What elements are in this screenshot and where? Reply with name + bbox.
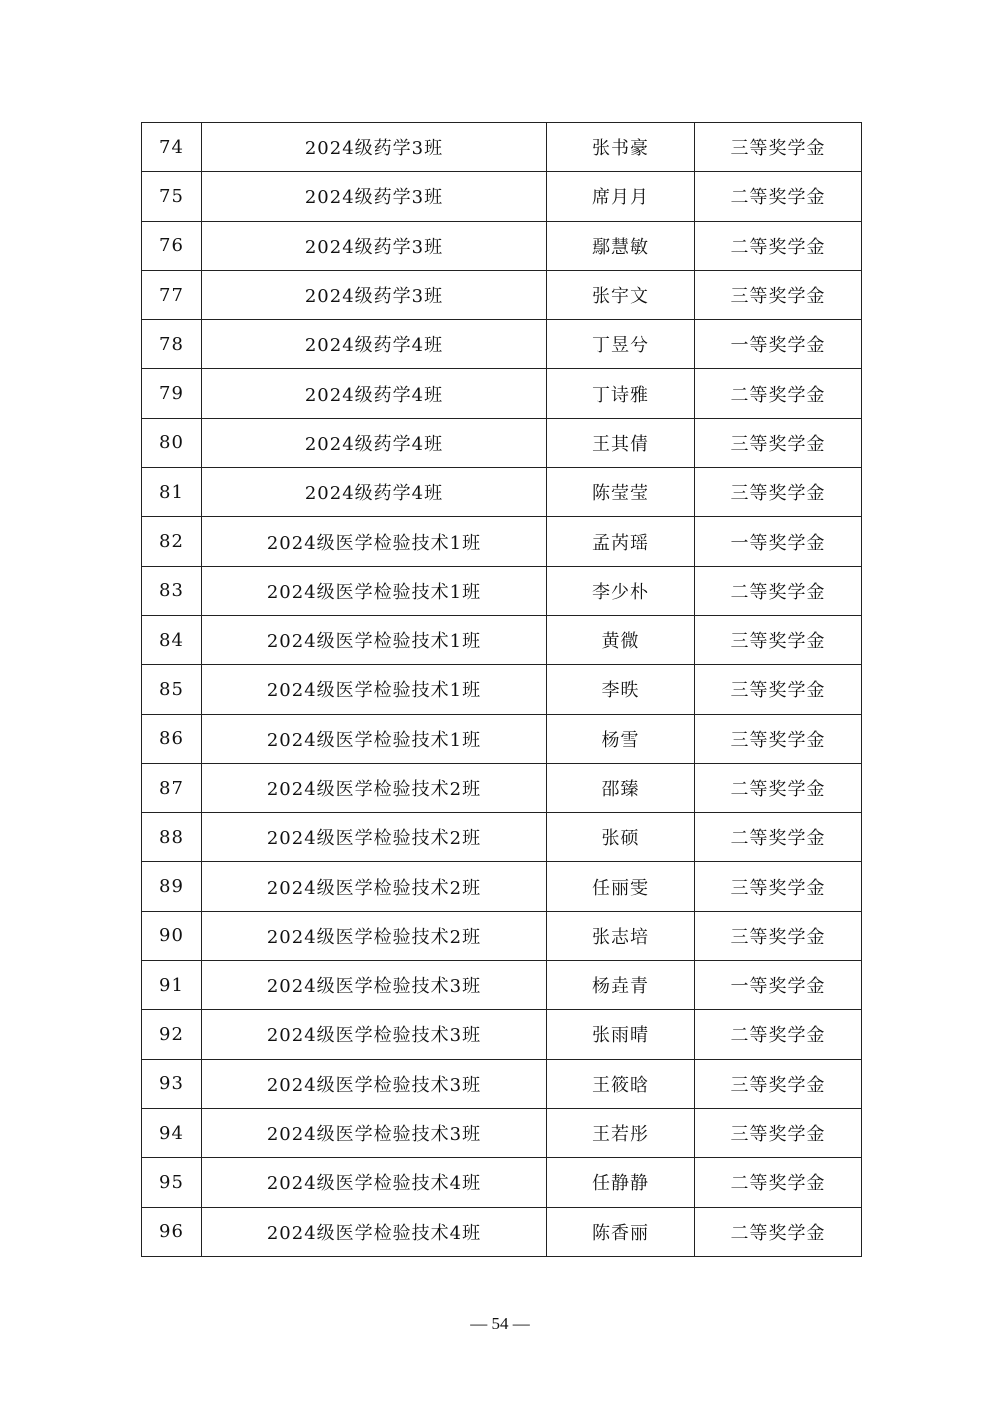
scholarship-table-body xyxy=(142,123,862,1257)
class-name-cell: 2024级药学4班 xyxy=(202,320,547,369)
row-number-cell: 87 xyxy=(142,763,202,812)
table-row xyxy=(142,911,862,960)
student-name-cell: 李昳 xyxy=(547,665,695,714)
class-name-cell: 2024级医学检验技术3班 xyxy=(202,1010,547,1059)
table-row xyxy=(142,468,862,517)
row-number-cell: 75 xyxy=(142,172,202,221)
scholarship-table xyxy=(141,122,862,1257)
student-name-cell: 张宇文 xyxy=(547,270,695,319)
table-row xyxy=(142,714,862,763)
table-row xyxy=(142,763,862,812)
class-name-cell: 2024级医学检验技术2班 xyxy=(202,911,547,960)
student-name-cell: 任丽雯 xyxy=(547,862,695,911)
student-name-cell: 陈莹莹 xyxy=(547,468,695,517)
page-number: — 54 — xyxy=(470,1314,530,1333)
student-name-cell: 杨垚青 xyxy=(547,961,695,1010)
award-level-cell: 一等奖学金 xyxy=(695,517,862,566)
award-level-cell: 二等奖学金 xyxy=(695,566,862,615)
award-level-cell: 三等奖学金 xyxy=(695,123,862,172)
row-number-cell: 92 xyxy=(142,1010,202,1059)
table-row xyxy=(142,418,862,467)
row-number-cell: 90 xyxy=(142,911,202,960)
award-level-cell: 三等奖学金 xyxy=(695,1059,862,1108)
award-level-cell: 一等奖学金 xyxy=(695,320,862,369)
student-name-cell: 王若彤 xyxy=(547,1108,695,1157)
student-name-cell: 张雨晴 xyxy=(547,1010,695,1059)
row-number-cell: 96 xyxy=(142,1207,202,1256)
class-name-cell: 2024级医学检验技术3班 xyxy=(202,1059,547,1108)
row-number-cell: 86 xyxy=(142,714,202,763)
class-name-cell: 2024级药学3班 xyxy=(202,221,547,270)
award-level-cell: 二等奖学金 xyxy=(695,172,862,221)
table-row xyxy=(142,862,862,911)
student-name-cell: 邵臻 xyxy=(547,763,695,812)
class-name-cell: 2024级药学3班 xyxy=(202,172,547,221)
table-row xyxy=(142,369,862,418)
table-row xyxy=(142,1207,862,1256)
table-row xyxy=(142,1158,862,1207)
class-name-cell: 2024级药学3班 xyxy=(202,123,547,172)
row-number-cell: 93 xyxy=(142,1059,202,1108)
row-number-cell: 81 xyxy=(142,468,202,517)
row-number-cell: 83 xyxy=(142,566,202,615)
row-number-cell: 76 xyxy=(142,221,202,270)
student-name-cell: 杨雪 xyxy=(547,714,695,763)
row-number-cell: 78 xyxy=(142,320,202,369)
student-name-cell: 张志培 xyxy=(547,911,695,960)
row-number-cell: 79 xyxy=(142,369,202,418)
table-row xyxy=(142,320,862,369)
award-level-cell: 二等奖学金 xyxy=(695,369,862,418)
class-name-cell: 2024级药学4班 xyxy=(202,418,547,467)
award-level-cell: 三等奖学金 xyxy=(695,714,862,763)
class-name-cell: 2024级医学检验技术2班 xyxy=(202,763,547,812)
student-name-cell: 李少朴 xyxy=(547,566,695,615)
class-name-cell: 2024级医学检验技术1班 xyxy=(202,665,547,714)
row-number-cell: 77 xyxy=(142,270,202,319)
student-name-cell: 丁昱兮 xyxy=(547,320,695,369)
table-row xyxy=(142,665,862,714)
class-name-cell: 2024级药学4班 xyxy=(202,468,547,517)
row-number-cell: 84 xyxy=(142,615,202,664)
class-name-cell: 2024级药学3班 xyxy=(202,270,547,319)
student-name-cell: 鄢慧敏 xyxy=(547,221,695,270)
table-row xyxy=(142,221,862,270)
student-name-cell: 张硕 xyxy=(547,813,695,862)
student-name-cell: 任静静 xyxy=(547,1158,695,1207)
award-level-cell: 二等奖学金 xyxy=(695,221,862,270)
row-number-cell: 80 xyxy=(142,418,202,467)
class-name-cell: 2024级医学检验技术1班 xyxy=(202,615,547,664)
row-number-cell: 85 xyxy=(142,665,202,714)
table-row xyxy=(142,1059,862,1108)
student-name-cell: 丁诗雅 xyxy=(547,369,695,418)
table-row xyxy=(142,1108,862,1157)
award-level-cell: 三等奖学金 xyxy=(695,665,862,714)
class-name-cell: 2024级医学检验技术1班 xyxy=(202,517,547,566)
table-row xyxy=(142,172,862,221)
award-level-cell: 二等奖学金 xyxy=(695,1207,862,1256)
student-name-cell: 黄微 xyxy=(547,615,695,664)
student-name-cell: 陈香丽 xyxy=(547,1207,695,1256)
row-number-cell: 88 xyxy=(142,813,202,862)
class-name-cell: 2024级医学检验技术2班 xyxy=(202,862,547,911)
class-name-cell: 2024级医学检验技术3班 xyxy=(202,961,547,1010)
class-name-cell: 2024级药学4班 xyxy=(202,369,547,418)
award-level-cell: 二等奖学金 xyxy=(695,763,862,812)
class-name-cell: 2024级医学检验技术1班 xyxy=(202,566,547,615)
award-level-cell: 二等奖学金 xyxy=(695,1158,862,1207)
table-row xyxy=(142,1010,862,1059)
row-number-cell: 95 xyxy=(142,1158,202,1207)
student-name-cell: 王其倩 xyxy=(547,418,695,467)
student-name-cell: 孟芮瑶 xyxy=(547,517,695,566)
award-level-cell: 二等奖学金 xyxy=(695,813,862,862)
class-name-cell: 2024级医学检验技术4班 xyxy=(202,1207,547,1256)
table-row xyxy=(142,566,862,615)
award-level-cell: 二等奖学金 xyxy=(695,1010,862,1059)
award-level-cell: 三等奖学金 xyxy=(695,615,862,664)
table-row xyxy=(142,123,862,172)
table-row xyxy=(142,270,862,319)
table-row xyxy=(142,961,862,1010)
award-level-cell: 一等奖学金 xyxy=(695,961,862,1010)
class-name-cell: 2024级医学检验技术3班 xyxy=(202,1108,547,1157)
class-name-cell: 2024级医学检验技术1班 xyxy=(202,714,547,763)
table-row xyxy=(142,517,862,566)
award-level-cell: 三等奖学金 xyxy=(695,911,862,960)
table-row xyxy=(142,615,862,664)
award-level-cell: 三等奖学金 xyxy=(695,1108,862,1157)
award-level-cell: 三等奖学金 xyxy=(695,418,862,467)
row-number-cell: 82 xyxy=(142,517,202,566)
row-number-cell: 91 xyxy=(142,961,202,1010)
row-number-cell: 74 xyxy=(142,123,202,172)
student-name-cell: 张书豪 xyxy=(547,123,695,172)
student-name-cell: 王筱晗 xyxy=(547,1059,695,1108)
award-level-cell: 三等奖学金 xyxy=(695,862,862,911)
class-name-cell: 2024级医学检验技术2班 xyxy=(202,813,547,862)
award-level-cell: 三等奖学金 xyxy=(695,468,862,517)
table-row xyxy=(142,813,862,862)
row-number-cell: 89 xyxy=(142,862,202,911)
row-number-cell: 94 xyxy=(142,1108,202,1157)
award-level-cell: 三等奖学金 xyxy=(695,270,862,319)
student-name-cell: 席月月 xyxy=(547,172,695,221)
class-name-cell: 2024级医学检验技术4班 xyxy=(202,1158,547,1207)
